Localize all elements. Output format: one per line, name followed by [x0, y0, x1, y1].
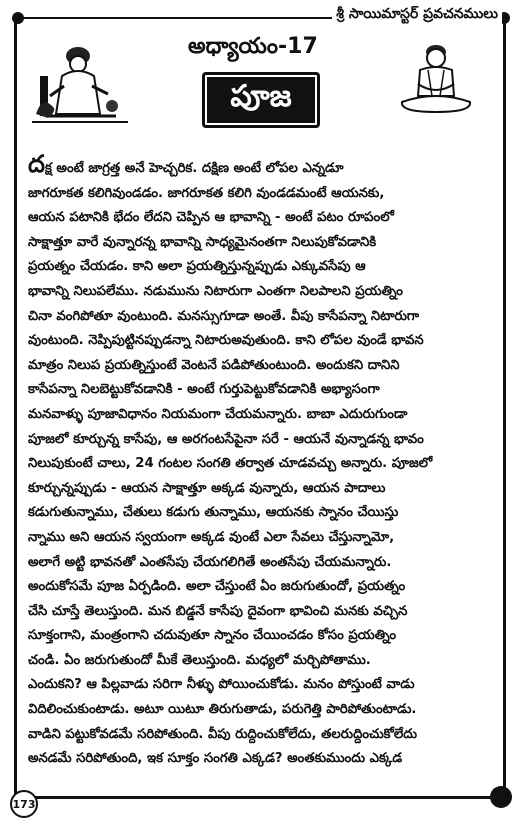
- body-line: నిలుపుకుంటే చాలు, 24 గంటల సంగతి తర్వాత చూడవచ్చు అన్నారు. పూజలో: [28, 456, 433, 472]
- body-line: అనడమే సరిపోతుంది, ఇక సూక్తం సంగతి ఎక్కడ? అంతకుముందు ఎక్కడ: [28, 751, 403, 767]
- body-line: మనవాళ్ళు పూజావిధానం నియమంగా చేయమన్నారు. బాబా ఎదురుగుండా: [28, 406, 408, 422]
- page-number: 173: [10, 790, 38, 818]
- master-portrait-image: [388, 40, 484, 120]
- body-line: కడుగుతున్నాము, చేతులు కడుగు తున్నాము, ఆయనకు స్నానం చేయిస్తు: [28, 505, 399, 521]
- chapter-name: పూజ: [230, 79, 292, 114]
- body-line: ప్రయత్నం చేయడం. కాని అలా ప్రయత్నిస్తున్నప్పుడు ఎక్కువసేపు ఆ: [28, 259, 366, 275]
- body-line: భావాన్ని నిలుపలేము. నడుమును నిటారుగా ఎంతగా నిలపాలని ప్రయత్నిం: [28, 283, 403, 299]
- body-line: వాడిని పట్టుకోవడమే సరిపోతుంది. వీపు రుద్దించుకోలేదు, తలరుద్దించుకోలేదు: [28, 726, 418, 742]
- body-line: విదిలించుకుంటాడు. అటూ యిటూ తిరుగుతాడు, పరుగెత్తి పారిపోతుంటాడు.: [28, 702, 417, 718]
- saint-portrait-image: [28, 36, 138, 126]
- body-line: కాసేపన్నా నిలబెట్టుకోవడానికి - అంటే గుర్తుపెట్టుకోవడానికి అభ్యాసంగా: [28, 382, 380, 398]
- saint-drawing-icon: [28, 36, 138, 126]
- chapter-name-box: [202, 72, 320, 128]
- body-text: [28, 152, 494, 772]
- body-line: కూర్చున్నప్పుడు - ఆయన సాక్షాత్తూ అక్కడ వున్నారు, ఆయన పాదాలు: [28, 480, 386, 496]
- body-line: చండి. ఏం జరుగుతుందో మీకే తెలుస్తుంది. మధ్యలో మర్చిపోతాము.: [28, 652, 371, 668]
- body-line: మాత్రం నిలుప ప్రయత్నిస్తుంటే వెంటనే పడిపోతుంటుంది. అందుకని దానిని: [28, 357, 400, 373]
- body-line: అందుకోసమే పూజ ఏర్పడింది. అలా చేస్తుంటే ఏం జరుగుతుందో, ప్రయత్నం: [28, 579, 406, 595]
- master-drawing-icon: [388, 40, 484, 120]
- body-line: న్నాము అని ఆయన స్వయంగా అక్కడ వుంటే ఎలా సేవలు చేస్తున్నామో,: [28, 529, 395, 545]
- body-line: సూక్తంగాని, మంత్రంగాని చదువుతూ స్నానం చేయించడం కోసం ప్రయత్నిం: [28, 628, 397, 644]
- body-line: వుంటుంది. నెప్పిపుట్టినప్పుడన్నా నిటారుఅవుతుంది. కాని లోపల వుండే భావన: [28, 333, 424, 349]
- body-line-text: క్ష అంటే జాగ్రత్త అనే హెచ్చరిక. దక్షిణ అంటే లోపల ఎన్నడూ: [44, 161, 344, 176]
- body-line: జాగరూకత కలిగివుండడం. జాగరూకత కలిగి వుండడమంటే ఆయనకు,: [28, 185, 385, 201]
- footer-dot-right: [490, 786, 512, 808]
- body-line: చినా వంగిపోతూ వుంటుంది. మనస్సుగూడా అంతే. వీపు కాసేపన్నా నిటారుగా: [28, 308, 420, 324]
- body-line: ఎందుకని? ఆ పిల్లవాడు సరిగా నీళ్ళు పోయించుకోడు. మనం పోస్తుంటే వాడు: [28, 677, 415, 693]
- chapter-title: అధ్యాయం-17: [188, 34, 318, 59]
- body-line: అలాగే అట్టి భావనతో ఎంతసేపు చేయగలిగితే అంతసేపు చేయమన్నారు.: [28, 554, 392, 570]
- footer-rule: [14, 796, 506, 799]
- body-line: పూజలో కూర్చున్న కాసేపు, ఆ అరగంటసేపైనా సరే - ఆయనే వున్నాడన్న భావం: [28, 431, 424, 447]
- body-line: సాక్షాత్తూ వారే వున్నారన్న భావాన్ని సాధ్యమైనంతగా నిలుపుకోవడానికి: [28, 234, 377, 250]
- frame-left-border: [14, 20, 17, 800]
- book-title: శ్రీ సాయిమాస్టర్ ప్రవచనములు: [332, 6, 502, 25]
- body-line: ఆయన పటానికి భేదం లేదని చెప్పిన ఆ భావాన్ని - అంటే పటం రూపంలో: [28, 210, 394, 226]
- body-line: చేసి చూస్తే తెలుస్తుంది. మన బిడ్డనే కాసేపు దైవంగా భావించి మనకు వచ్చిన: [28, 603, 408, 619]
- body-line: [28, 152, 494, 182]
- drop-cap: ద: [28, 152, 45, 178]
- frame-right-border: [503, 20, 506, 800]
